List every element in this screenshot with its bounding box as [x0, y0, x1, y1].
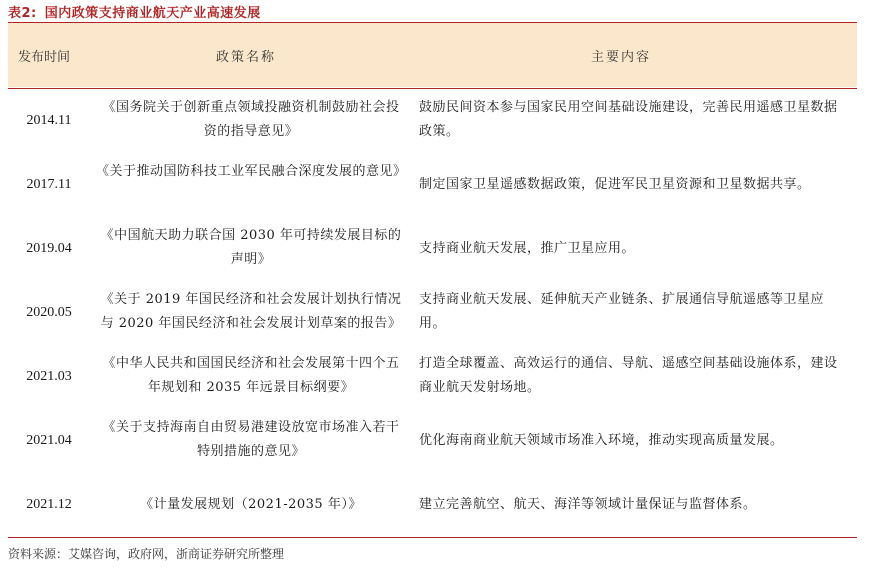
row-policy-name: 《关于推动国防科技工业军民融合深度发展的意见》 — [96, 164, 407, 179]
row-content: 支持商业航天发展、延伸航天产业链条、扩展通信导航遥感等卫星应用。 — [419, 292, 825, 331]
table-row — [8, 160, 857, 210]
table-row — [8, 416, 857, 466]
row-date: 2021.03 — [26, 369, 72, 384]
row-policy-name: 《关于 2019 年国民经济和社会发展计划执行情况与 2020 年国民经济和社会发展计划草案的报告》 — [100, 292, 402, 331]
row-content: 制定国家卫星遥感数据政策，促进军民卫星资源和卫星数据共享。 — [419, 177, 811, 192]
header-date: 发布时间 — [18, 50, 71, 65]
row-content: 鼓励民间资本参与国家民用空间基础设施建设，完善民用遥感卫星数据政策。 — [419, 100, 838, 139]
row-date: 2021.04 — [26, 433, 72, 448]
row-content: 打造全球覆盖、高效运行的通信、导航、遥感空间基础设施体系，建设商业航天发射场地。 — [419, 356, 838, 395]
header-main-content: 主要内容 — [591, 50, 652, 65]
table-caption — [8, 2, 261, 21]
row-content: 支持商业航天发展，推广卫星应用。 — [419, 241, 636, 256]
row-date: 2020.05 — [26, 305, 72, 320]
row-policy-name: 《国务院关于创新重点领域投融资机制鼓励社会投资的指导意见》 — [102, 100, 400, 139]
table-row — [8, 96, 857, 146]
table-row — [8, 288, 857, 338]
source-note: 资料来源：艾媒咨询，政府网，浙商证券研究所整理 — [8, 547, 285, 561]
row-policy-name: 《关于支持海南自由贸易港建设放宽市场准入若干特别措施的意见》 — [102, 420, 400, 459]
bottom-rule — [8, 537, 857, 538]
caption-title: 国内政策支持商业航天产业高速发展 — [44, 6, 261, 21]
table-row — [8, 480, 857, 530]
row-policy-name: 《中国航天助力联合国 2030 年可持续发展目标的声明》 — [100, 228, 402, 267]
row-content: 建立完善航空、航天、海洋等领域计量保证与监督体系。 — [419, 497, 757, 512]
row-policy-name: 《计量发展规划（2021-2035 年）》 — [140, 497, 362, 512]
table-row — [8, 224, 857, 274]
caption-prefix: 表2: — [8, 6, 37, 21]
table-header — [8, 23, 857, 87]
row-content: 优化海南商业航天领域市场准入环境，推动实现高质量发展。 — [419, 433, 784, 448]
table-row — [8, 352, 857, 402]
row-date: 2021.12 — [26, 497, 72, 512]
row-date: 2014.11 — [26, 113, 72, 128]
header-rule — [8, 88, 857, 89]
row-date: 2017.11 — [26, 177, 72, 192]
row-date: 2019.04 — [26, 241, 72, 256]
header-policy-name: 政策名称 — [216, 50, 277, 65]
row-policy-name: 《中华人民共和国国民经济和社会发展第十四个五年规划和 2035 年远景目标纲要》 — [102, 356, 400, 395]
